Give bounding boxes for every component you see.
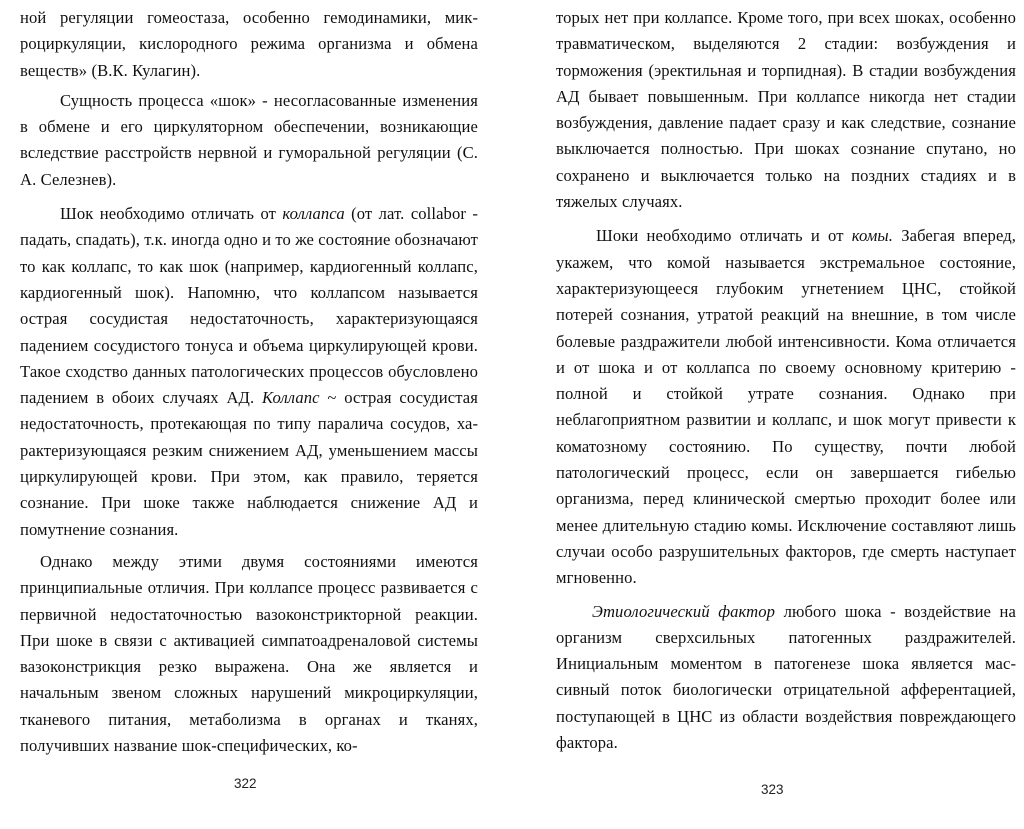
term-collapse-italic: коллапса	[282, 204, 345, 224]
left-paragraph-3	[20, 201, 478, 543]
right-paragraph-2	[556, 223, 1016, 591]
term-collapse-definition-italic: Коллапс	[261, 388, 320, 408]
term-coma-italic: комы.	[851, 226, 894, 246]
right-paragraph-2-text-c: Забегая вперед, укажем, что комой называется экстремальное состояние, характеризующееся глубоким угнетением ЦНС, стойкой потерей сознания, утратой реакций на внешние, в том числе болевые раздражители любой интенсивности. Кома отличается и от шока и от коллапса по своему основному критерию - полной и стойкой утрате сознания. Однако при неблагоприятном развитии и коллапс, и шок могут привести к коматозному состоянию. По существу, почти любой патологический процесс, если он завершается гибелью организма, перед клинической смертью проходит более или менее длительную стадию комы. Исключение составляют лишь случаи особо разрушительных факторов, где смерть наступает мгновенно.	[556, 226, 1016, 588]
page-number-left: 322	[234, 776, 257, 791]
left-paragraph-1: ной регуляции гомеостаза, особенно гемодинамики, микроциркуляции, кислородного режима организма и обмена веществ» (В.К. Кулагин).	[20, 8, 478, 80]
right-paragraph-1: торых нет при коллапсе. Кроме того, при всех шоках, особенно травматическом, выделяются 2 стадии: возбуждения и торможения (эректильная и торпидная). В стадии возбуждения АД бывает повышенным. При коллапсе никогда нет стадии возбуждения, давление падает сразу и как следствие, сознание выключается полностью. При шоках сознание спутано, но сохранено и выключается только на поздних стадиях и в тяжелых случаях.	[556, 8, 1016, 212]
page-number-right: 323	[761, 782, 784, 797]
left-page	[20, 0, 478, 759]
left-paragraph-3-text-a: Шок необходимо отличать от	[60, 204, 283, 224]
left-paragraph-3-text-e: ~ острая сосудистая недостаточность, протекающая по типу паралича сосудов, характеризующаяся резким снижением АД, уменьшением массы циркулирующей крови. При этом, как правило, теряется сознание. При шоке также наблюдается снижение АД и помутнение сознания.	[20, 388, 478, 539]
left-paragraph-4: Однако между этими двумя состояниями имеются принципиальные отличия. При коллапсе процесс развивается с первичной недостаточностью вазоконстрикторной реакции. При шоке в связи с активацией симпатоадреналовой системы вазоконстрикция резко выражена. Она же является и начальным звеном сложных нарушений микроциркуляции, тканевого питания, метаболизма в органах и тканях, получивших название шок-специфических, ко-	[20, 551, 478, 756]
right-paragraph-2-text-a: Шоки необходимо отличать и от	[596, 226, 852, 246]
term-etiological-factor-italic: Этиологический фактор	[592, 601, 776, 621]
right-paragraph-3	[556, 599, 1016, 757]
right-paragraph-3-text-b: любого шока - воздействие на организм сверхсильных патогенных раздражителей. Инициальным моментом в патогенезе шока является массивный поток биологически отрицательной афферентацией, поступающей в ЦНС из области воздействия повреждающего фактора.	[556, 601, 1017, 753]
right-page	[556, 0, 1016, 756]
left-paragraph-2: Сущность процесса «шок» - несогласованные изменения в обмене и его циркуляторном обеспечении, возникающие вследствие расстройств нервной и гуморальной регуляции (С. А. Селезнев).	[20, 90, 478, 189]
left-paragraph-3-text-c: (от лат. collabor - падать, спадать), т.к. иногда одно и то же состояние обозначают то как коллапс, то как шок (например, кардиогенный коллапс, кардиогенный шок). Напомню, что коллапсом называется острая сосудистая недостаточность, характеризующаяся падением сосудистого тонуса и объема циркулирующей крови. Такое сходство данных патологических процессов обусловлено падением в обоих случаях АД.	[20, 204, 478, 408]
